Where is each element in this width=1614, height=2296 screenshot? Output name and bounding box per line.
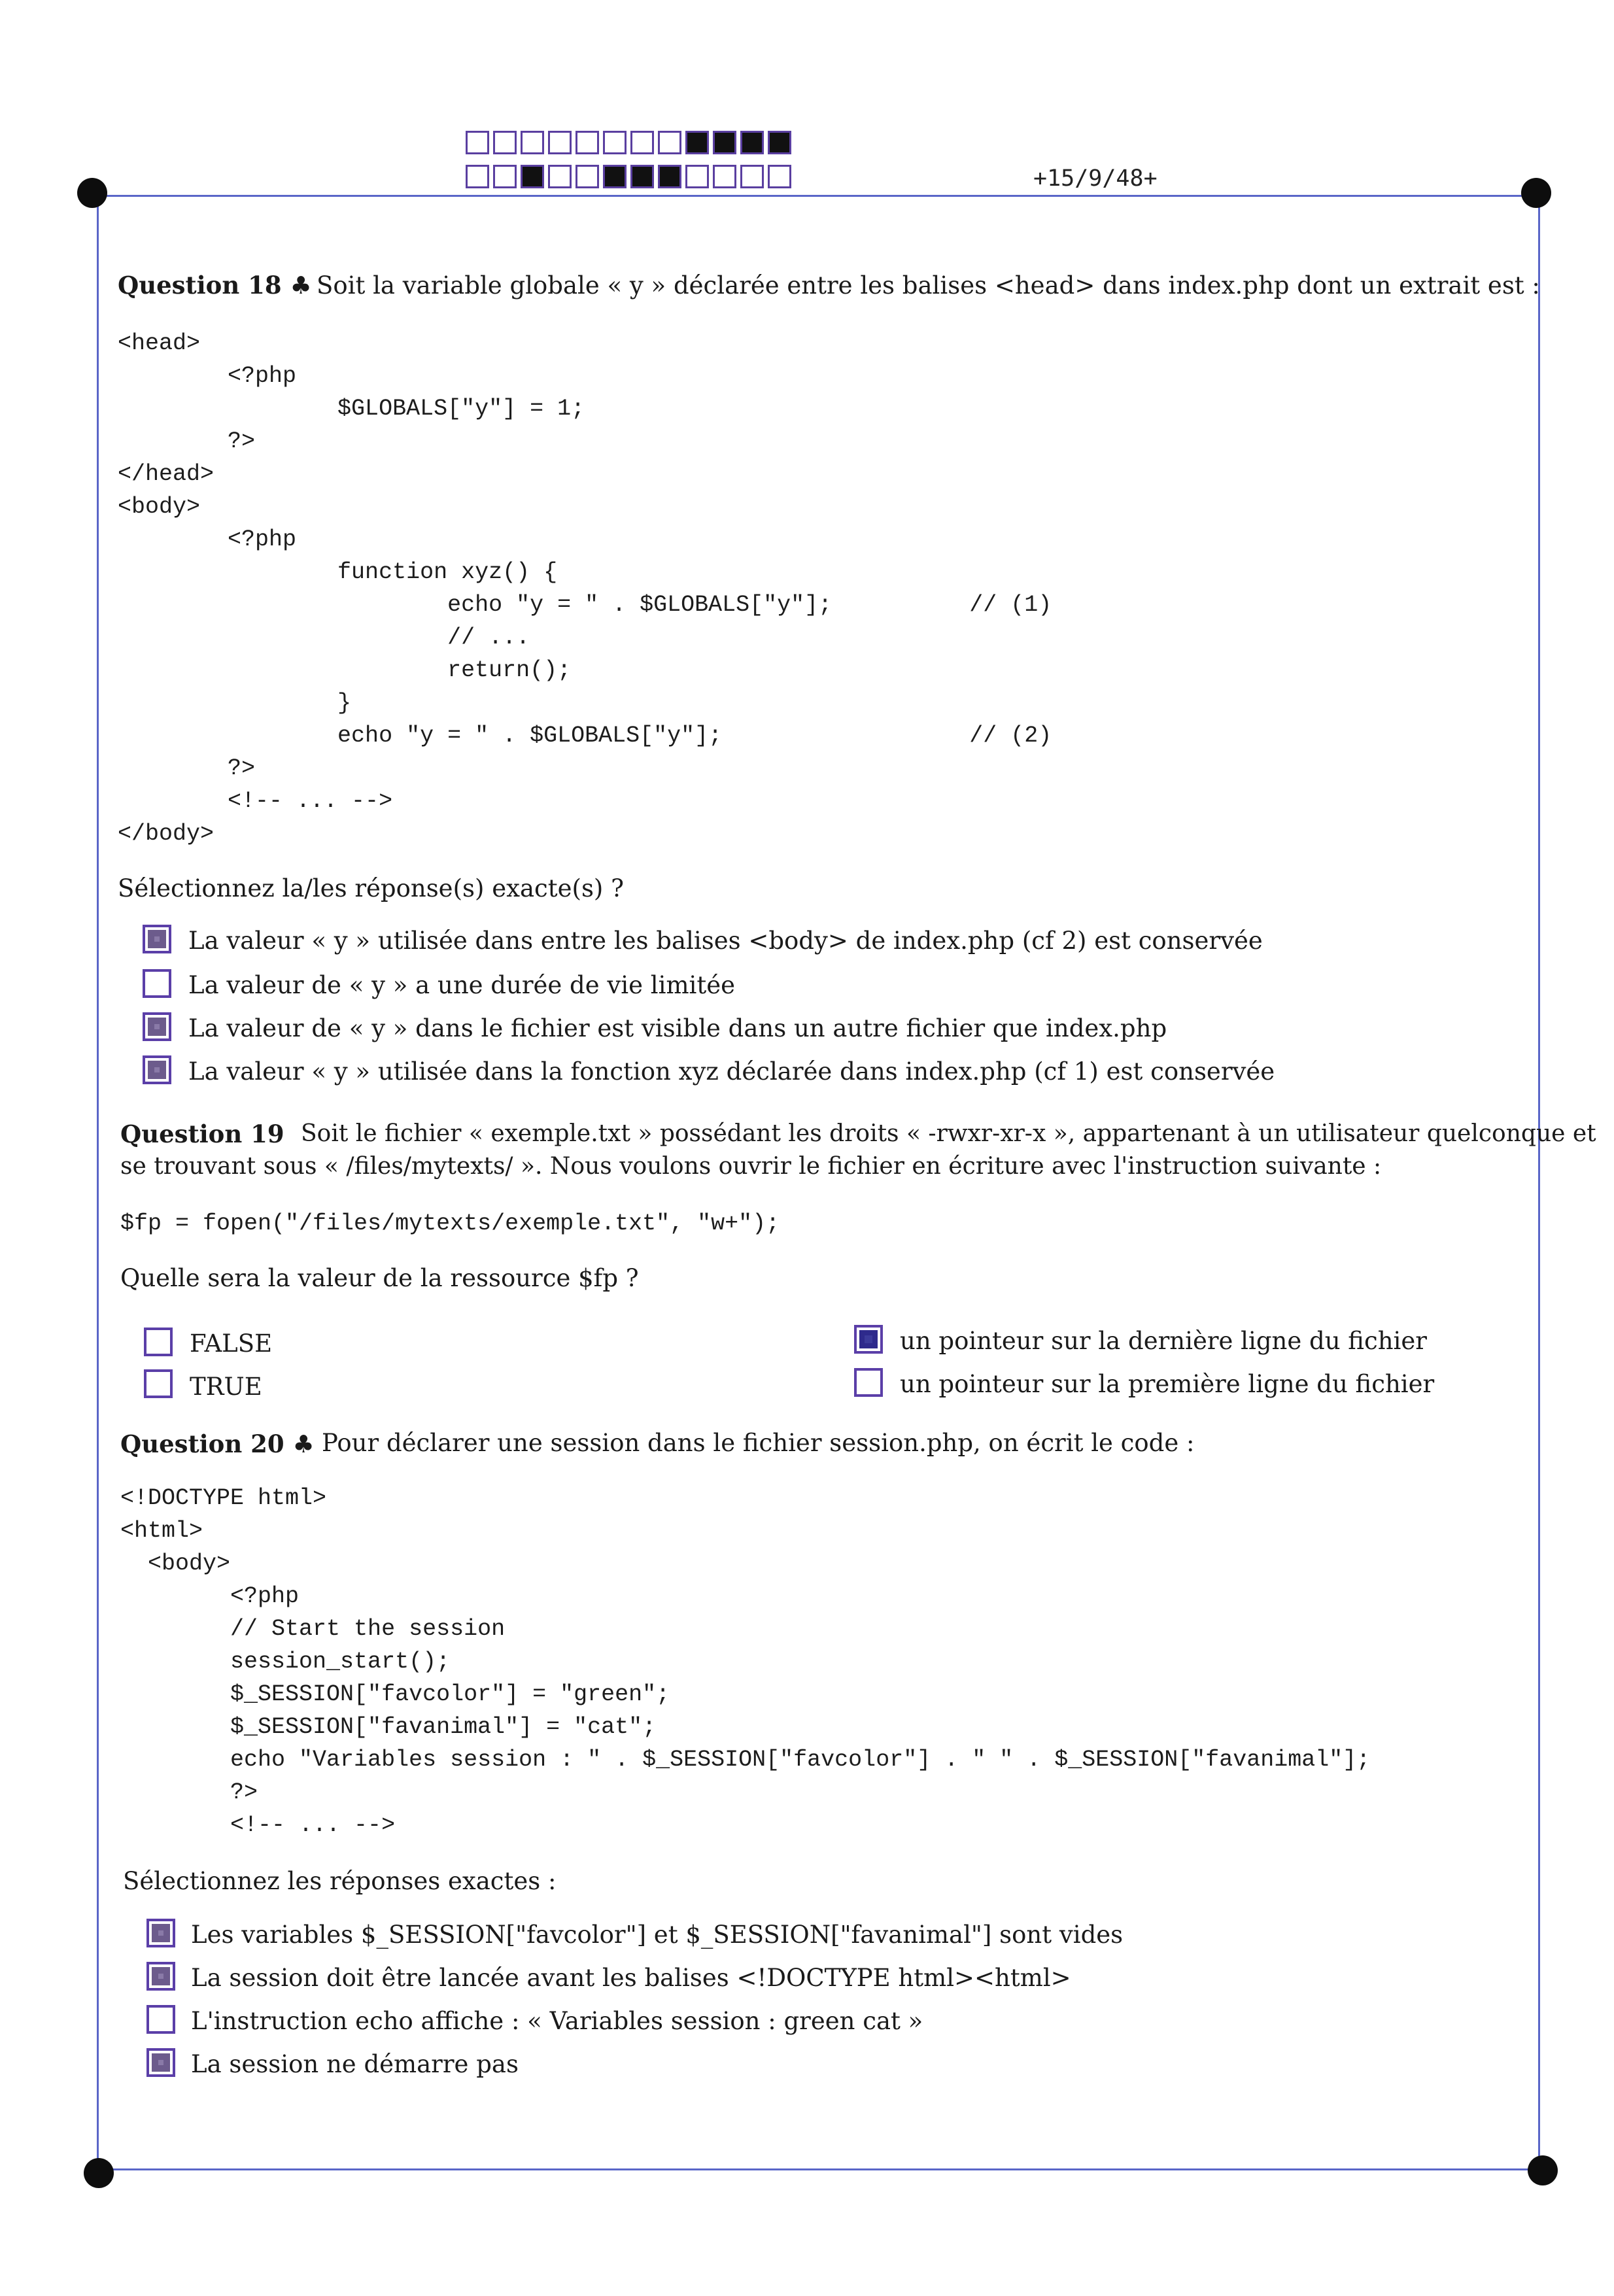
code-line: <!-- ... --> bbox=[118, 788, 393, 814]
barcode-cell bbox=[630, 131, 654, 154]
barcode-cell bbox=[548, 131, 572, 154]
barcode-cell bbox=[521, 131, 544, 154]
q18-option-1-label: La valeur « y » utilisée dans entre les balises <body> de index.php (cf 2) est conservée bbox=[188, 927, 1263, 955]
barcode-cell bbox=[658, 165, 681, 188]
page-id: +15/9/48+ bbox=[1033, 165, 1158, 192]
question-19-heading: Question 19 bbox=[120, 1120, 284, 1148]
question-19-prompt-line-1: Soit le fichier « exemple.txt » possédant les droits « -rwxr-xr-x », appartenant à un utilisateur quelconque et bbox=[301, 1120, 1596, 1147]
question-18-instruction: Sélectionnez la/les réponse(s) exacte(s) ? bbox=[118, 874, 624, 902]
barcode-cell bbox=[630, 165, 654, 188]
code-line: <head> bbox=[118, 330, 201, 356]
code-line: <body> bbox=[118, 494, 201, 520]
barcode-cell bbox=[768, 165, 791, 188]
q19-option-first-line-label: un pointeur sur la première ligne du fichier bbox=[900, 1370, 1435, 1398]
question-19-prompt-line-2: se trouvant sous « /files/mytexts/ ». Nous voulons ouvrir le fichier en écriture avec l'instruction suivante : bbox=[120, 1153, 1382, 1180]
q19-option-true-checkbox[interactable] bbox=[144, 1369, 173, 1398]
code-line: return(); bbox=[118, 657, 572, 683]
q18-option-3-checkbox[interactable] bbox=[143, 1012, 171, 1041]
code-line: ?> bbox=[120, 1779, 258, 1806]
q18-option-2-checkbox[interactable] bbox=[143, 969, 171, 998]
barcode-cell bbox=[740, 165, 764, 188]
question-19-question: Quelle sera la valeur de la ressource $fp ? bbox=[120, 1264, 639, 1292]
corner-mark-top-right bbox=[1521, 178, 1551, 208]
question-20-prompt: Pour déclarer une session dans le fichier session.php, on écrit le code : bbox=[322, 1429, 1195, 1457]
barcode-cell bbox=[575, 165, 599, 188]
code-line: </head> bbox=[118, 461, 215, 487]
code-line: echo "y = " . $GLOBALS["y"]; // (2) bbox=[118, 723, 1052, 749]
q20-option-4-checkbox[interactable] bbox=[146, 2048, 175, 2077]
code-line: <!-- ... --> bbox=[120, 1812, 396, 1838]
barcode-cell bbox=[768, 131, 791, 154]
barcode-cell bbox=[603, 165, 627, 188]
q19-option-false-checkbox[interactable] bbox=[144, 1328, 173, 1356]
code-line: // Start the session bbox=[120, 1616, 506, 1642]
code-line: ?> bbox=[118, 428, 256, 454]
barcode-cell bbox=[466, 131, 489, 154]
barcode-cell bbox=[493, 165, 517, 188]
question-19-code: $fp = fopen("/files/mytexts/exemple.txt", "w+"); bbox=[120, 1210, 780, 1237]
q18-option-4-label: La valeur « y » utilisée dans la fonction xyz déclarée dans index.php (cf 1) est conservée bbox=[188, 1057, 1275, 1086]
code-line: <!DOCTYPE html> bbox=[120, 1485, 327, 1511]
code-line: ?> bbox=[118, 755, 256, 781]
q19-option-true-label: TRUE bbox=[190, 1373, 262, 1401]
barcode-cell bbox=[575, 131, 599, 154]
barcode-cell bbox=[740, 131, 764, 154]
frame-left bbox=[97, 195, 99, 2170]
question-18-prompt: Soit la variable globale « y » déclarée entre les balises <head> dans index.php dont un extrait est : bbox=[317, 271, 1540, 300]
q19-option-last-line-label: un pointeur sur la dernière ligne du fichier bbox=[900, 1327, 1427, 1355]
q20-option-1-checkbox[interactable] bbox=[146, 1919, 175, 1947]
q18-option-3-label: La valeur de « y » dans le fichier est visible dans un autre fichier que index.php bbox=[188, 1014, 1167, 1042]
corner-mark-top-left bbox=[77, 178, 107, 208]
code-line: <?php bbox=[120, 1583, 300, 1609]
barcode-cell bbox=[603, 131, 627, 154]
question-18-heading: Question 18 ♣ bbox=[118, 271, 312, 300]
code-line: } bbox=[118, 690, 352, 716]
code-line: <body> bbox=[120, 1551, 231, 1577]
barcode-cell bbox=[713, 165, 736, 188]
frame-right bbox=[1538, 195, 1540, 2170]
barcode-cell bbox=[685, 131, 709, 154]
barcode-cell bbox=[685, 165, 709, 188]
question-20-instruction: Sélectionnez les réponses exactes : bbox=[123, 1867, 557, 1895]
code-line: session_start(); bbox=[120, 1649, 451, 1675]
barcode-cell bbox=[521, 165, 544, 188]
q20-option-3-checkbox[interactable] bbox=[146, 2005, 175, 2034]
barcode-row-1 bbox=[466, 131, 795, 154]
barcode-cell bbox=[713, 131, 736, 154]
q18-option-4-checkbox[interactable] bbox=[143, 1055, 171, 1084]
q20-option-2-label: La session doit être lancée avant les balises <!DOCTYPE html><html> bbox=[191, 1964, 1071, 1992]
barcode-cell bbox=[658, 131, 681, 154]
barcode-cell bbox=[466, 165, 489, 188]
code-line: $_SESSION["favanimal"] = "cat"; bbox=[120, 1714, 657, 1740]
q19-option-first-line-checkbox[interactable] bbox=[854, 1368, 883, 1397]
frame-top bbox=[92, 195, 1537, 197]
q19-option-false-label: FALSE bbox=[190, 1329, 273, 1358]
q19-option-last-line-checkbox[interactable] bbox=[854, 1325, 883, 1354]
code-line: $GLOBALS["y"] = 1; bbox=[118, 396, 585, 422]
q20-option-2-checkbox[interactable] bbox=[146, 1962, 175, 1991]
code-line: </body> bbox=[118, 821, 215, 847]
code-line: $_SESSION["favcolor"] = "green"; bbox=[120, 1681, 670, 1707]
code-line: <?php bbox=[118, 526, 297, 553]
code-line: echo "y = " . $GLOBALS["y"]; // (1) bbox=[118, 592, 1052, 618]
question-20-heading: Question 20 ♣ bbox=[120, 1430, 315, 1458]
corner-mark-bottom-left bbox=[84, 2158, 114, 2188]
code-line: echo "Variables session : " . $_SESSION["favcolor"] . " " . $_SESSION["favanimal"]; bbox=[120, 1747, 1371, 1773]
q20-option-4-label: La session ne démarre pas bbox=[191, 2050, 519, 2078]
code-line: function xyz() { bbox=[118, 559, 558, 585]
code-line: // ... bbox=[118, 625, 530, 651]
q18-option-2-label: La valeur de « y » a une durée de vie limitée bbox=[188, 971, 736, 999]
barcode-cell bbox=[548, 165, 572, 188]
q18-option-1-checkbox[interactable] bbox=[143, 925, 171, 953]
barcode-row-2 bbox=[466, 165, 795, 188]
code-line: <?php bbox=[118, 363, 297, 389]
code-line: <html> bbox=[120, 1518, 203, 1544]
corner-mark-bottom-right bbox=[1528, 2155, 1558, 2185]
q20-option-3-label: L'instruction echo affiche : « Variables session : green cat » bbox=[191, 2007, 923, 2035]
barcode-cell bbox=[493, 131, 517, 154]
q20-option-1-label: Les variables $_SESSION["favcolor"] et $_SESSION["favanimal"] sont vides bbox=[191, 1921, 1124, 1949]
frame-bottom bbox=[98, 2168, 1543, 2170]
